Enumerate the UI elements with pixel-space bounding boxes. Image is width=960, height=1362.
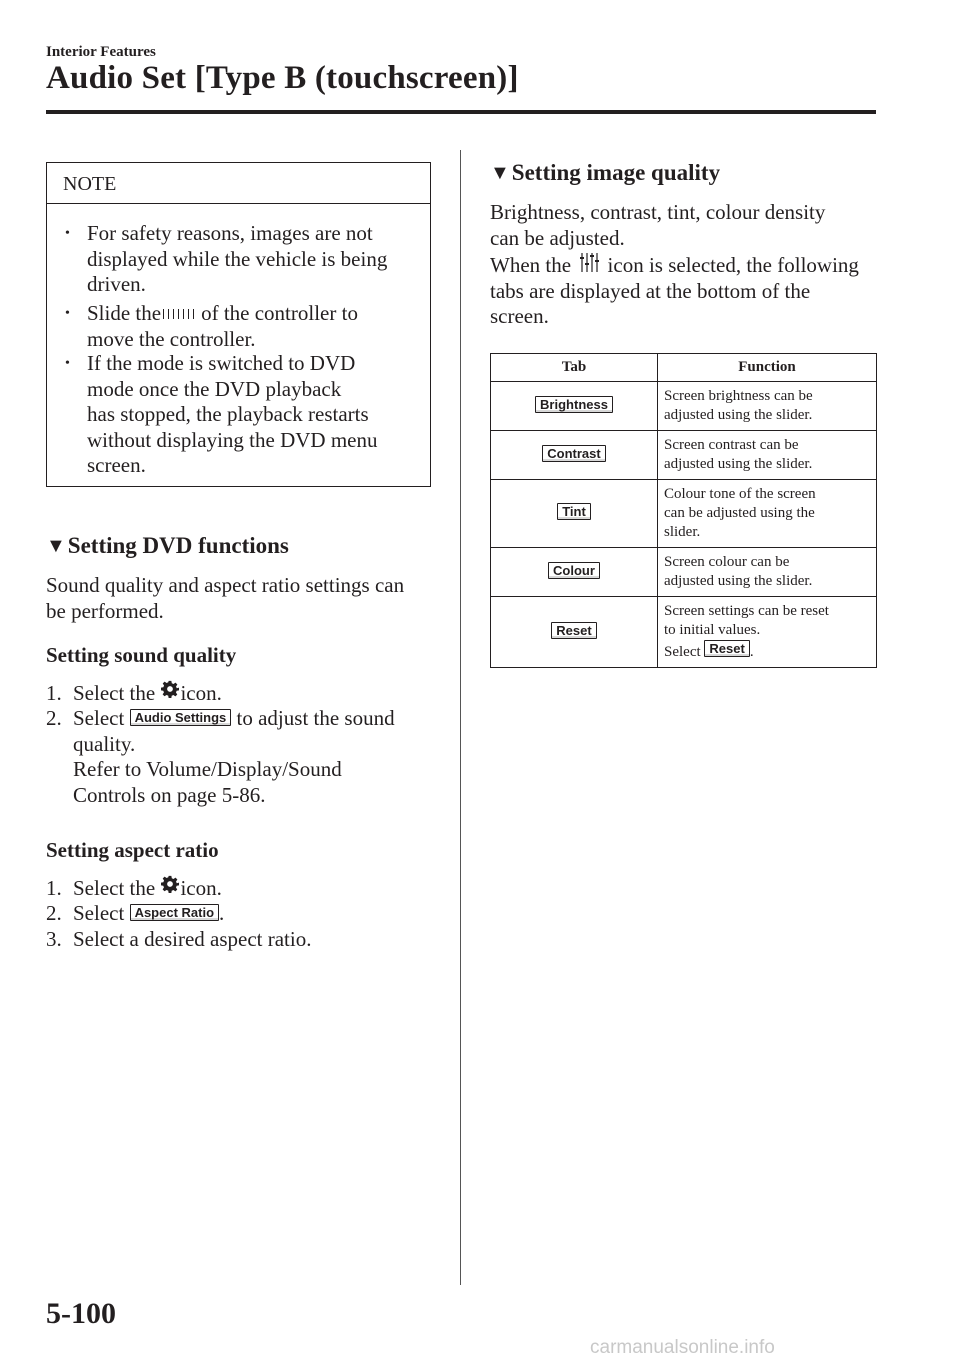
slider-grip-icon [163,309,197,319]
table-row [491,548,877,597]
title-rule [46,110,876,114]
step-item: 1. Select the icon. [46,876,222,900]
brightness-tab-button[interactable]: Brightness [535,396,613,413]
dvd-intro: Sound quality and aspect ratio settings can be performed. [46,573,405,623]
table-header-row [491,354,877,382]
note-line: Slide the of the controller to [87,301,358,325]
note-box [46,162,431,487]
reset-tab-button[interactable]: Reset [551,622,596,639]
note-line: without displaying the DVD menu [87,427,378,452]
table-row [491,597,877,668]
gear-icon [161,680,179,698]
step-item: 2. Select Audio Settings to adjust the sound quality. Refer to Volume/Display/Sound Controls on page 5-86. [46,706,395,807]
note-line: driven. [87,272,146,296]
note-line: move the controller. [87,326,256,351]
audio-settings-button[interactable]: Audio Settings [130,709,232,726]
bullet-icon: • [65,306,70,321]
function-cell: Screen contrast can be adjusted using the slider. [658,431,877,480]
function-cell: Colour tone of the screen can be adjusted using the slider. [658,480,877,548]
note-line: If the mode is switched to DVD [87,351,356,375]
function-cell: Screen settings can be reset to initial values. Select Reset . [658,597,877,668]
column-divider [460,150,461,1285]
step-item: 2. Select Aspect Ratio . [46,901,225,925]
section-heading-image-quality: ▼Setting image quality [490,160,721,185]
reset-button[interactable]: Reset [704,640,749,657]
column-header-function: Function [658,354,877,382]
bullet-icon: • [65,356,70,371]
subheading-sound-quality: Setting sound quality [46,643,237,667]
function-cell: Screen colour can be adjusted using the slider. [658,548,877,597]
note-line: For safety reasons, images are not [87,221,373,245]
page-title: Audio Set [Type B (touchscreen)] [46,60,519,96]
gear-icon [161,875,179,893]
equalizer-icon [578,251,600,273]
aspect-ratio-button[interactable]: Aspect Ratio [130,904,219,921]
bullet-icon: • [65,226,70,241]
note-heading-bar [47,163,430,204]
page-number: 5-100 [46,1297,116,1330]
colour-tab-button[interactable]: Colour [548,562,600,579]
column-header-tab: Tab [491,354,658,382]
contrast-tab-button[interactable]: Contrast [542,445,605,462]
section-label: Interior Features [46,44,156,60]
subheading-aspect-ratio: Setting aspect ratio [46,838,219,862]
function-cell: Screen brightness can be adjusted using the slider. [658,382,877,431]
table-row [491,431,877,480]
image-quality-intro: Brightness, contrast, tint, colour density can be adjusted. When the icon is selected, the following tabs are displayed at the bottom of the screen. [490,200,859,328]
watermark: carmanualsonline.info [590,1337,775,1358]
table-row [491,480,877,548]
triangle-marker-icon: ▼ [46,535,66,557]
note-line: mode once the DVD playback [87,376,342,401]
tint-tab-button[interactable]: Tint [557,503,591,520]
step-item: 3. Select a desired aspect ratio. [46,927,312,951]
note-line: screen. [87,453,146,477]
section-heading-dvd: ▼Setting DVD functions [46,533,289,558]
note-line: has stopped, the playback restarts [87,402,369,426]
note-heading: NOTE [63,173,117,195]
triangle-marker-icon: ▼ [490,162,510,184]
tabs-table [490,353,877,668]
table-row [491,382,877,431]
step-item: 1. Select the icon. [46,681,222,705]
note-line: displayed while the vehicle is being [87,246,388,271]
